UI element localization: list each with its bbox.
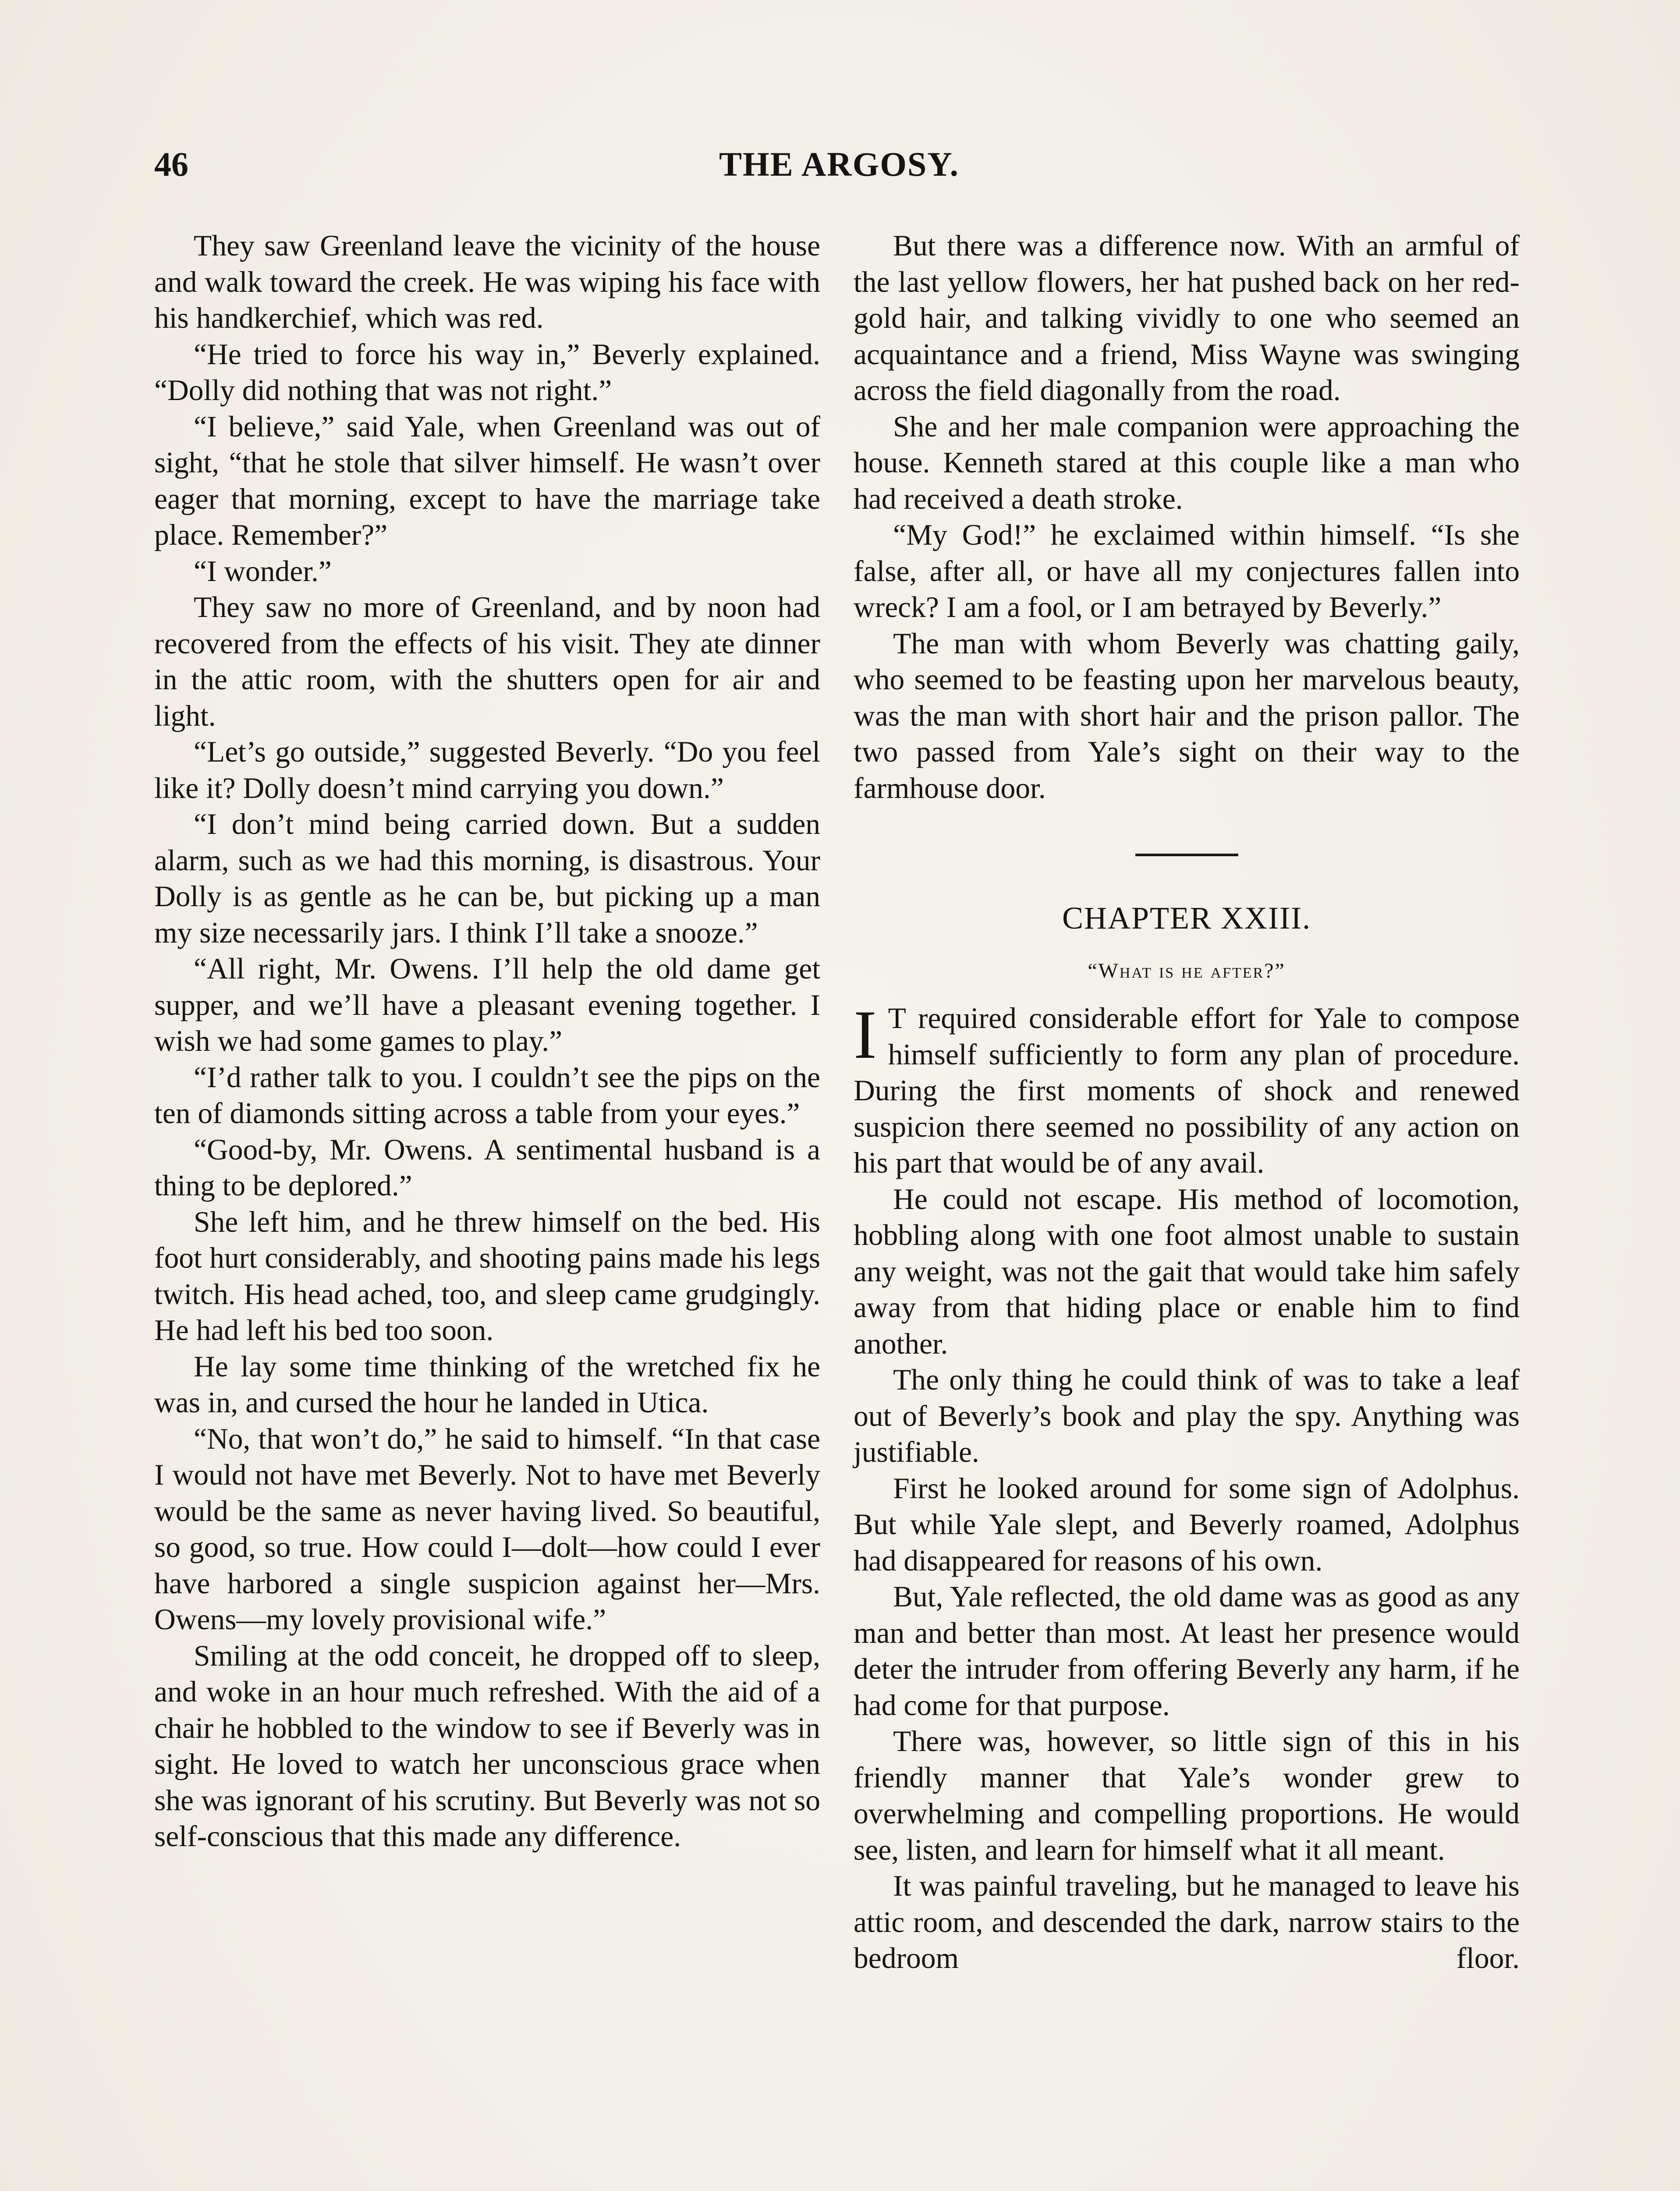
paragraph: “No, that won’t do,” he said to himself. “In that case I would not have met Beverly. Not to have met Beverly would be the same as never having lived. So beautiful, so good, so true. How could I—dolt—how could I ever have harbored a single suspicion against her—Mrs. Owens—my lovely provisional wife.” xyxy=(154,1422,820,1636)
page-header xyxy=(149,145,1529,193)
chapter-heading: CHAPTER XXIII. xyxy=(1062,901,1311,936)
page-number: 46 xyxy=(154,145,188,183)
left-column xyxy=(154,228,820,1855)
paragraph: Smiling at the odd conceit, he dropped off to sleep, and woke in an hour much refreshed. With the aid of a chair he hobbled to the window to see if Beverly was in sight. He loved to watch her unconscious grace when she was ignorant of his scrutiny. But Beverly was not so self-conscious that this made any difference. xyxy=(154,1639,820,1853)
paragraph: It was painful traveling, but he managed to leave his attic room, and descended the dark, narrow stairs to the bedroom floor. xyxy=(854,1869,1520,1975)
paragraph: They saw Greenland leave the vicinity of the house and walk toward the creek. He was wiping his face with his handkerchief, which was red. xyxy=(154,229,820,334)
paragraph: He could not escape. His method of locomotion, hobbling along with one foot almost unable to sustain any weight, was not the gait that would take him safely away from that hiding place or enable him to find another. xyxy=(854,1182,1520,1360)
paragraph: “Good-by, Mr. Owens. A sentimental husband is a thing to be deplored.” xyxy=(154,1133,820,1202)
paragraph: He lay some time thinking of the wretched fix he was in, and cursed the hour he landed in Utica. xyxy=(154,1350,820,1419)
paragraph: “I’d rather talk to you. I couldn’t see the pips on the ten of diamonds sitting across a table from your eyes.” xyxy=(154,1060,820,1130)
paragraph: She and her male companion were approaching the house. Kenneth stared at this couple like a man who had received a death stroke. xyxy=(854,410,1520,515)
opening-text: T required considerable effort for Yale to compose himself sufficiently to form any plan of procedure. During the first moments of shock and renewed suspicion there seemed no possibility of any action on his part that would be of any avail. xyxy=(854,1002,1520,1179)
paragraph: She left him, and he threw himself on the bed. His foot hurt considerably, and shooting pains made his legs twitch. His head ached, too, and sleep came grudgingly. He had left his bed too soon. xyxy=(154,1205,820,1347)
paragraph: “I don’t mind being carried down. But a sudden alarm, such as we had this morning, is disastrous. Your Dolly is as gentle as he can be, but picking up a man my size necessarily jars. I think I’ll take a snooze.” xyxy=(154,808,820,949)
paragraph: “Let’s go outside,” suggested Beverly. “Do you feel like it? Dolly doesn’t mind carrying you down.” xyxy=(154,735,820,805)
paragraph: “He tried to force his way in,” Beverly explained. “Dolly did nothing that was not right.” xyxy=(154,337,820,407)
paragraph: “All right, Mr. Owens. I’ll help the old dame get supper, and we’ll have a pleasant evening together. I wish we had some games to play.” xyxy=(154,952,820,1057)
paragraph: The man with whom Beverly was chatting gaily, who seemed to be feasting upon her marvelous beauty, was the man with short hair and the prison pallor. The two passed from Yale’s sight on their way to the farmhouse door. xyxy=(854,627,1520,805)
chapter-subtitle: “What is he after?” xyxy=(1088,959,1286,982)
drop-cap: I xyxy=(854,996,877,1073)
paragraph: They saw no more of Greenland, and by noon had recovered from the effects of his visit. They ate dinner in the attic room, with the shutters open for air and light. xyxy=(154,591,820,732)
paragraph: There was, however, so little sign of this in his friendly manner that Yale’s wonder grew to overwhelming and compelling proportions. He would see, listen, and learn for himself what it all meant. xyxy=(854,1725,1520,1866)
paragraph: “I believe,” said Yale, when Greenland was out of sight, “that he stole that silver himself. He wasn’t over eager that morning, except to have the marriage take place. Remember?” xyxy=(154,410,820,551)
chapter-opening-paragraph xyxy=(854,996,1520,1181)
right-column xyxy=(854,228,1520,1977)
paragraph: “I wonder.” xyxy=(194,554,332,588)
paragraph: But there was a difference now. With an armful of the last yellow flowers, her hat pushed back on her red-gold hair, and talking vividly to one who seemed an acquaintance and a friend, Miss Wayne was swinging across the field diagonally from the road. xyxy=(854,229,1520,407)
paragraph: But, Yale reflected, the old dame was as good as any man and better than most. At least her presence would deter the intruder from offering Beverly any harm, if he had come for that purpose. xyxy=(854,1580,1520,1722)
running-title: THE ARGOSY. xyxy=(719,145,959,183)
paragraph: First he looked around for some sign of Adolphus. But while Yale slept, and Beverly roamed, Adolphus had disappeared for reasons of his own. xyxy=(854,1471,1520,1577)
paragraph: The only thing he could think of was to take a leaf out of Beverly’s book and play the spy. Anything was justifiable. xyxy=(854,1363,1520,1468)
paragraph: “My God!” he exclaimed within himself. “Is she false, after all, or have all my conjectures fallen into wreck? I am a fool, or I am betrayed by Beverly.” xyxy=(854,518,1520,624)
section-divider xyxy=(1135,854,1238,856)
